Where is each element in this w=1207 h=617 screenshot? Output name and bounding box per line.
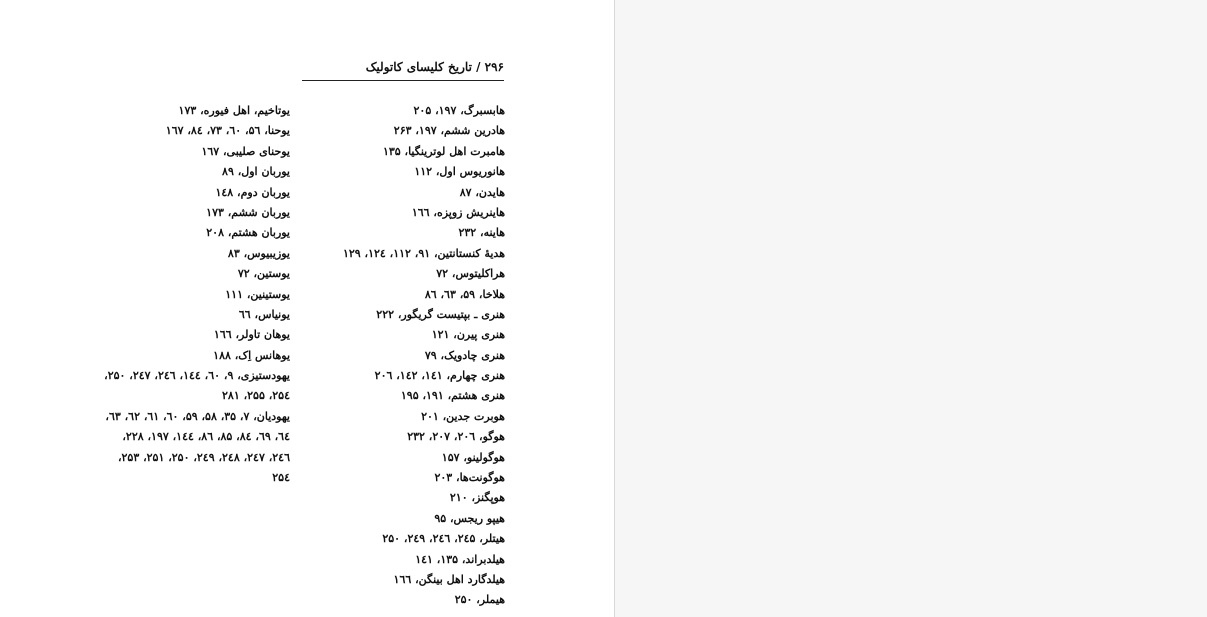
index-entry: یوربان ششم، ۱۷۳ <box>206 205 290 219</box>
index-entry: هوگونت‌ها، ۲۰۳ <box>434 471 505 485</box>
index-entry: یوحنا، ۵٦، ٦۰، ۷۳، ۸٤، ۱٦۷ <box>165 124 290 138</box>
page-header: ۲۹۶ / تاریخ کلیسای کاتولیک <box>365 60 504 74</box>
index-entry: هوگو، ۲۰٦، ۲۰۷، ۲۳۲ <box>407 430 505 444</box>
index-entry: ٦٤، ٦۹، ۸٤، ۸۵، ۸٦، ۱٤٤، ۱۹۷، ۲۲۸، <box>122 430 290 444</box>
index-entry: هنری چهارم، ۱٤۱، ۱٤۲، ۲۰٦ <box>374 369 505 383</box>
index-entry: یهودستیزی، ۹، ٦۰، ۱٤٤، ۲٤٦، ۲٤۷، ۲۵۰، <box>104 369 290 383</box>
index-entry: یوستینین، ۱۱۱ <box>225 287 290 301</box>
index-entry: یوهان تاولر، ۱٦٦ <box>213 328 290 342</box>
index-entry: هامبرت اهل لوترینگیا، ۱۳۵ <box>382 144 505 158</box>
empty-viewer-area <box>615 0 1207 617</box>
index-entry: هانوریوس اول، ۱۱۲ <box>414 165 505 179</box>
header-rule <box>302 80 504 81</box>
index-entry: یوتاخیم، اهل فیوره، ۱۷۳ <box>178 104 290 117</box>
index-entry: یونیاس، ٦٦ <box>238 307 290 321</box>
index-entry: هایدن، ۸۷ <box>459 185 505 199</box>
index-entry: یوحنای صلیبی، ۱٦۷ <box>201 144 290 158</box>
index-entry: ۲۵٤، ۲۵۵، ۲۸۱ <box>222 389 290 403</box>
index-entry: هاینریش زوپزه، ۱٦٦ <box>411 205 505 219</box>
index-entry: هابسبرگ، ۱۹۷، ۲۰۵ <box>413 104 505 117</box>
index-entry: هیلدگارد اهل بینگن، ۱٦٦ <box>393 572 505 586</box>
index-entry: یوهانس اِک، ۱۸۸ <box>213 348 290 362</box>
index-entry: یوربان اول، ۸۹ <box>222 165 290 179</box>
index-entry: هادرین ششم، ۱۹۷، ۲۶۳ <box>393 124 505 138</box>
index-column-1 <box>325 101 505 611</box>
index-entry: یوستین، ۷۲ <box>237 267 290 281</box>
index-entry: هوبرت جدین، ۲۰۱ <box>421 409 505 423</box>
index-entry: یوربان هشتم، ۲۰۸ <box>206 226 290 240</box>
index-entry: هیپو ریجس، ۹۵ <box>434 511 505 525</box>
index-entry: یهودیان، ۷، ۳۵، ۵۸، ۵۹، ٦۰، ٦۱، ٦۲، ٦۳، <box>105 409 290 423</box>
index-entry: هیملر، ۲۵۰ <box>454 593 505 607</box>
index-entry: هراکلیتوس، ۷۲ <box>436 267 505 281</box>
index-entry: هوپگنز، ۲۱۰ <box>449 491 505 505</box>
index-entry: هاینه، ۲۳۲ <box>458 226 505 240</box>
index-entry: هنری هشتم، ۱۹۱، ۱۹۵ <box>400 389 505 403</box>
index-entry: هیتلر، ۲٤۵، ۲٤٦، ۲٤۹، ۲۵۰ <box>382 532 505 546</box>
index-entry: ۲٤٦، ۲٤۷، ۲٤۸، ۲٤۹، ۲۵۰، ۲۵۱، ۲۵۳، <box>117 450 290 464</box>
index-entry: هنری ـ بپتیست گریگور، ۲۲۲ <box>376 307 505 321</box>
index-entry: هیلدبراند، ۱۳۵، ۱٤۱ <box>415 552 505 566</box>
index-column-2 <box>90 101 290 488</box>
index-entry: هوگولینو، ۱۵۷ <box>441 450 505 464</box>
index-entry: هدیهٔ کنستانتین، ۹۱، ۱۱۲، ۱۲٤، ۱۲۹ <box>342 246 505 260</box>
index-entry: ۲۵٤ <box>272 471 290 485</box>
index-entry: یوربان دوم، ۱٤۸ <box>215 185 290 199</box>
index-entry: هنری پیرن، ۱۲۱ <box>431 328 505 342</box>
index-entry: هنری چادویک، ۷۹ <box>424 348 505 362</box>
index-entry: هلاخا، ۵۹، ٦۳، ۸٦ <box>424 287 505 301</box>
index-entry: یوزیبیوس، ۸۳ <box>227 246 290 260</box>
